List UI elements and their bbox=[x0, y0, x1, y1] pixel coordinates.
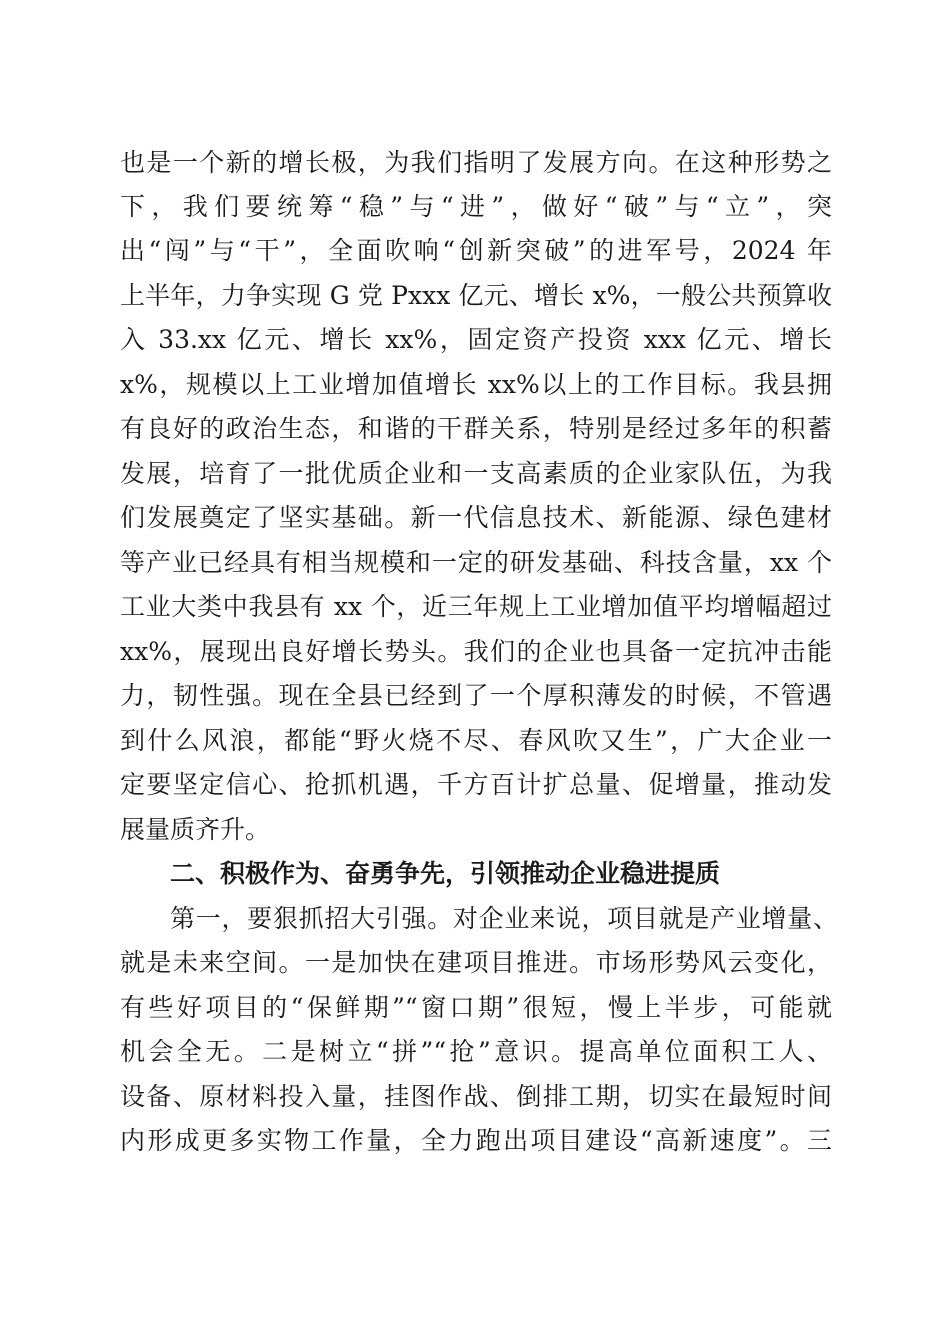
paragraph-2-line-2: 就是未来空间。一是加快在建项目推进。市场形势风云变化， bbox=[120, 948, 832, 977]
paragraph-1-line-15: 定要坚定信心、抢抓机遇，千方百计扩总量、促增量，推动发 bbox=[120, 770, 832, 799]
paragraph-1-line-5: 入 33.xx 亿元、增长 xx%，固定资产投资 xxx 亿元、增长 bbox=[120, 325, 832, 354]
paragraph-1-line-14: 到什么风浪，都能“野火烧不尽、春风吹又生”，广大企业一 bbox=[120, 726, 832, 755]
paragraph-2-line-1: 第一，要狠抓招大引强。对企业来说，项目就是产业增量、 bbox=[170, 904, 838, 933]
paragraph-1-line-13: 力，韧性强。现在全县已经到了一个厚积薄发的时候，不管遇 bbox=[120, 681, 832, 710]
paragraph-1-line-16: 展量质齐升。 bbox=[120, 815, 271, 844]
paragraph-1-line-9: 们发展奠定了坚实基础。新一代信息技术、新能源、绿色建材 bbox=[120, 503, 832, 532]
paragraph-1-line-3: 出“闯”与“干”，全面吹响“创新突破”的进军号，2024 年 bbox=[120, 236, 832, 265]
section-heading: 二、积极作为、奋勇争先，引领推动企业稳进提质 bbox=[170, 859, 721, 888]
paragraph-2-line-3: 有些好项目的“保鲜期”“窗口期”很短，慢上半步，可能就 bbox=[120, 993, 832, 1022]
paragraph-1-line-10: 等产业已经具有相当规模和一定的研发基础、科技含量，xx 个 bbox=[120, 548, 832, 577]
paragraph-1-line-12: xx%，展现出良好增长势头。我们的企业也具备一定抗冲击能 bbox=[120, 637, 832, 666]
paragraph-1-line-8: 发展，培育了一批优质企业和一支高素质的企业家队伍，为我 bbox=[120, 459, 832, 488]
paragraph-1-line-11: 工业大类中我县有 xx 个，近三年规上工业增加值平均增幅超过 bbox=[120, 592, 832, 621]
paragraph-2-line-5: 设备、原材料投入量，挂图作战、倒排工期，切实在最短时间 bbox=[120, 1082, 832, 1111]
paragraph-1-line-1: 也是一个新的增长极，为我们指明了发展方向。在这种形势之 bbox=[120, 148, 832, 177]
paragraph-1-line-7: 有良好的政治生态，和谐的干群关系，特别是经过多年的积蓄 bbox=[120, 414, 832, 443]
paragraph-2-line-4: 机会全无。二是树立“拼”“抢”意识。提高单位面积工人、 bbox=[120, 1037, 832, 1066]
paragraph-1-line-6: x%，规模以上工业增加值增长 xx%以上的工作目标。我县拥 bbox=[120, 370, 832, 399]
paragraph-1-line-2: 下，我们要统筹“稳”与“进”，做好“破”与“立”，突 bbox=[120, 192, 832, 221]
paragraph-1-line-4: 上半年，力争实现 G 党 Pxxx 亿元、增长 x%，一般公共预算收 bbox=[120, 281, 832, 310]
paragraph-2-line-6: 内形成更多实物工作量，全力跑出项目建设“高新速度”。三 bbox=[120, 1126, 832, 1155]
